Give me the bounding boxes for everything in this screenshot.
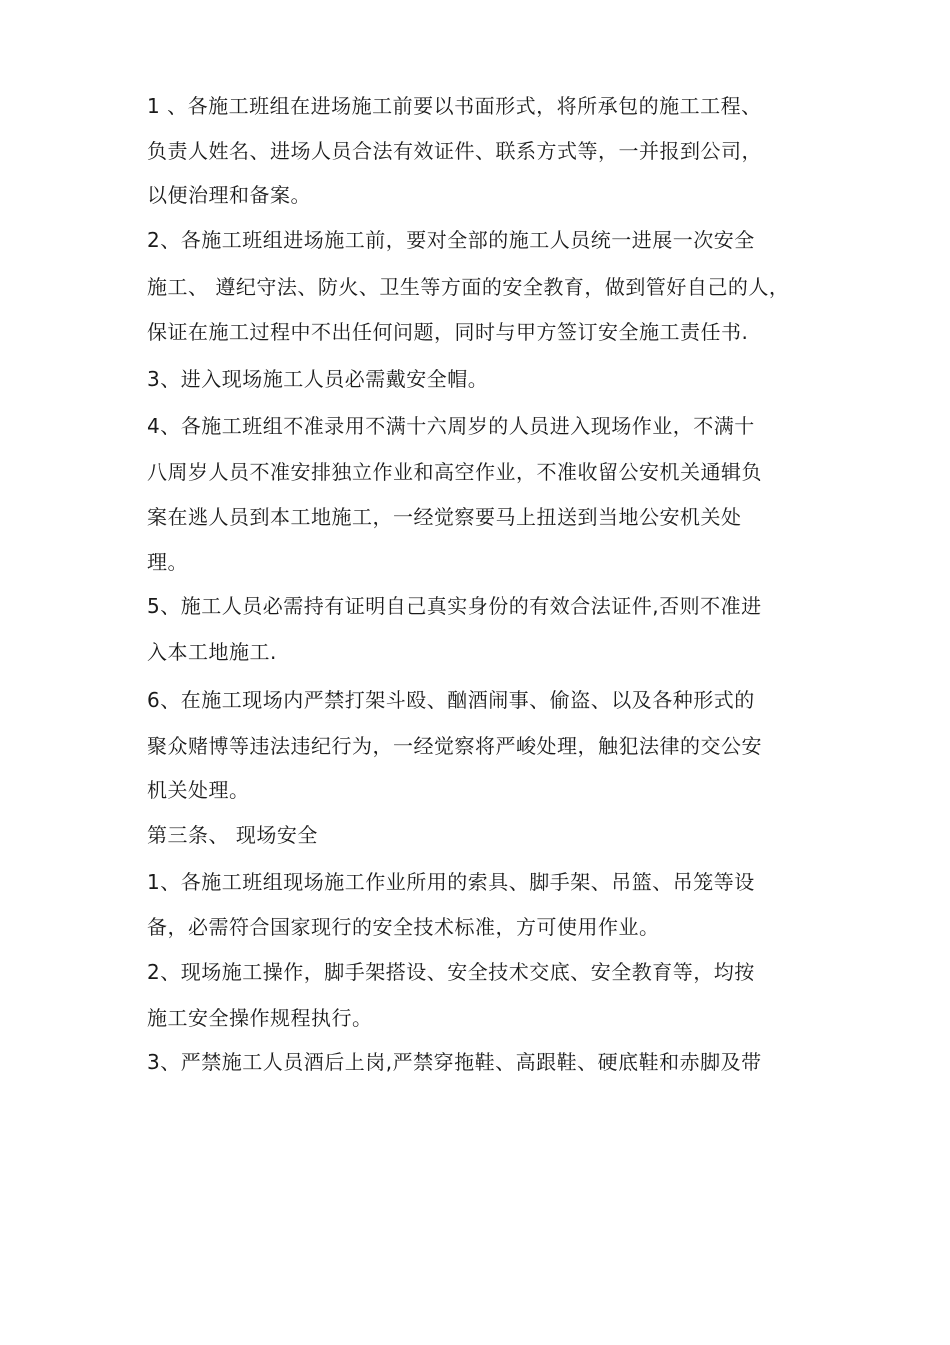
text-line: 3、严禁施工人员酒后上岗,严禁穿拖鞋、高跟鞋、硬底鞋和赤脚及带 [147, 1050, 762, 1074]
text-line: 1 、各施工班组在进场施工前要以书面形式，将所承包的施工工程、 [147, 94, 762, 118]
text-line: 5、施工人员必需持有证明自己真实身份的有效合法证件,否则不准进 [147, 594, 762, 618]
text-line: 案在逃人员到本工地施工，一经觉察要马上扭送到当地公安机关处 [147, 505, 742, 529]
text-line: 4、各施工班组不准录用不满十六周岁的人员进入现场作业，不满十 [147, 414, 755, 438]
text-line: 施工安全操作规程执行。 [147, 1006, 373, 1030]
text-line: 理。 [147, 550, 188, 574]
text-line: 负责人姓名、进场人员合法有效证件、联系方式等，一并报到公司， [147, 139, 762, 163]
text-line: 八周岁人员不准安排独立作业和高空作业，不准收留公安机关通辑负 [147, 460, 762, 484]
text-line: 2、各施工班组进场施工前，要对全部的施工人员统一进展一次安全 [147, 228, 755, 252]
text-line: 备，必需符合国家现行的安全技术标准，方可使用作业。 [147, 915, 660, 939]
text-line: 入本工地施工. [147, 640, 277, 664]
text-line: 1、各施工班组现场施工作业所用的索具、脚手架、吊篮、吊笼等设 [147, 870, 755, 894]
text-line: 聚众赌博等违法违纪行为，一经觉察将严峻处理，触犯法律的交公安 [147, 734, 762, 758]
text-line: 2、现场施工操作，脚手架搭设、安全技术交底、安全教育等，均按 [147, 960, 755, 984]
text-line: 施工、 遵纪守法、防火、卫生等方面的安全教育，做到管好自己的人， [147, 275, 790, 299]
text-line: 机关处理。 [147, 778, 250, 802]
text-line: 6、在施工现场内严禁打架斗殴、酗酒闹事、偷盗、以及各种形式的 [147, 688, 755, 712]
text-line: 保证在施工过程中不出任何问题，同时与甲方签订安全施工责任书. [147, 320, 749, 344]
text-line: 以便治理和备案。 [147, 183, 311, 207]
text-line: 3、进入现场施工人员必需戴安全帽。 [147, 367, 489, 391]
section-heading: 第三条、 现场安全 [147, 823, 318, 847]
